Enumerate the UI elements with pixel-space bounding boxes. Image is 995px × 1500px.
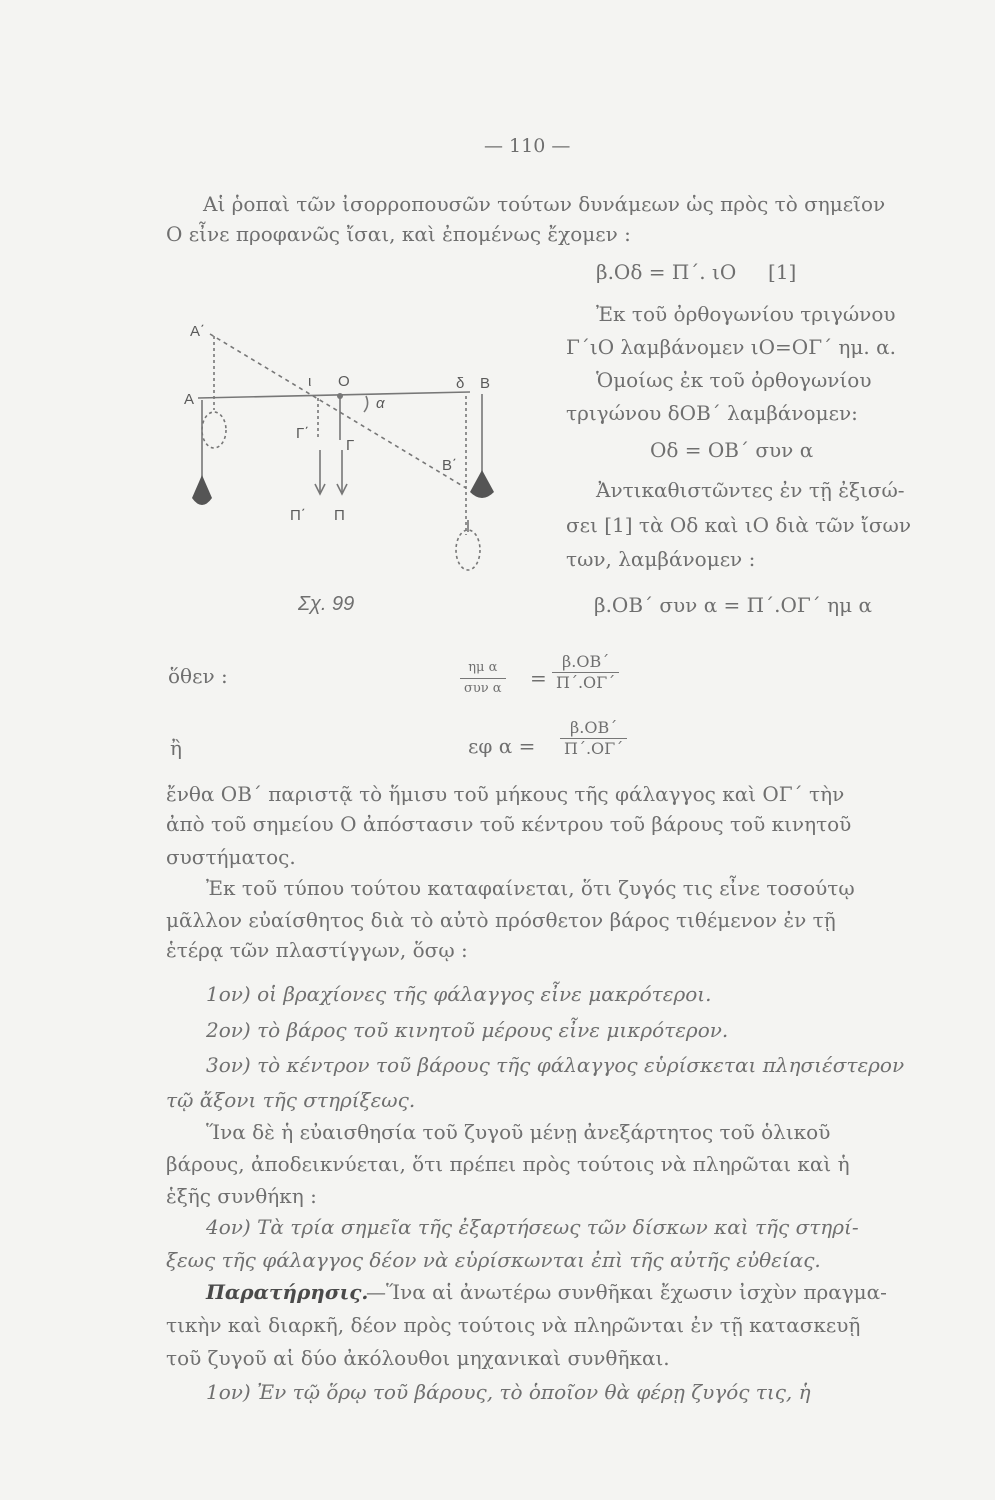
right-pan-dashed: [456, 530, 480, 570]
label-a-prime: Α΄: [190, 323, 205, 340]
label-a: Α: [184, 391, 195, 408]
text-line: ἔνθα ΟΒ΄ παριστᾷ τὸ ἥμισυ τοῦ μήκους τῆς φάλαγγος καὶ ΟΓ΄ τὴν: [166, 782, 845, 806]
text-line: των, λαμβάνομεν :: [566, 547, 756, 571]
fraction-numerator: ημ α: [460, 658, 506, 679]
fulcrum-point: [337, 393, 343, 399]
text-line: Ὁμοίως ἐκ τοῦ ὀρθογωνίου: [596, 368, 872, 392]
left-pan-weight: [192, 475, 212, 505]
tilted-beam-line: [210, 334, 466, 488]
text-line: —Ἵνα αἱ ἀνωτέρω συνθῆκαι ἔχωσιν ἰσχὺν πραγμα-: [366, 1280, 887, 1304]
label-p-prime: Π΄: [290, 507, 306, 524]
text-line: Ἀντικαθιστῶντες ἐν τῇ ἐξισώ-: [596, 478, 905, 502]
text-line: Ἐκ τοῦ ὀρθογωνίου τριγώνου: [596, 302, 896, 326]
or-label: ἢ: [170, 736, 182, 760]
label-o: Ο: [338, 373, 350, 390]
equation-3: β.ΟΒ΄ συν α = Π΄.ΟΓ΄ ημ α: [594, 593, 872, 617]
list-item-continuation: ξεως τῆς φάλαγγος δέον νὰ εὑρίσκωνται ἐπὶ τῆς αὐτῆς εὐθείας.: [166, 1248, 821, 1272]
text-line: σει [1] τὰ Οδ καὶ ιΟ διὰ τῶν ἴσων: [566, 513, 912, 537]
text-line: Ἐκ τοῦ τύπου τούτου καταφαίνεται, ὅτι ζυγός τις εἶνε τοσούτῳ: [206, 876, 855, 900]
equals-sign: =: [530, 666, 547, 690]
fraction-tan: [560, 718, 627, 759]
text-line: Αἱ ῥοπαὶ τῶν ἰσορροπουσῶν τούτων δυνάμεων ὡς πρὸς τὸ σημεῖον: [203, 192, 886, 216]
fraction-ratio: [552, 652, 619, 693]
label-delta: δ: [456, 375, 465, 392]
text-line: ἑξῆς συνθήκη :: [166, 1184, 317, 1208]
text-line: συστήματος.: [166, 845, 296, 869]
list-item: 2ον) τὸ βάρος τοῦ κινητοῦ μέρους εἶνε μικρότερον.: [206, 1018, 729, 1042]
label-b-prime: Β΄: [442, 457, 457, 474]
text-line: Ο εἶνε προφανῶς ἴσαι, καὶ ἐπομένως ἔχομεν :: [166, 222, 631, 246]
fraction-denominator: συν α: [464, 681, 502, 696]
fraction-numerator: β.ΟΒ΄: [560, 718, 627, 739]
observation-title: Παρατήρησις.: [206, 1280, 369, 1304]
list-item: 3ον) τὸ κέντρον τοῦ βάρους τῆς φάλαγγος εὑρίσκεται πλησιέστερον: [206, 1053, 905, 1077]
hothen-label: ὅθεν :: [168, 664, 228, 688]
left-pan-dashed: [202, 412, 226, 448]
text-line: τικὴν καὶ διαρκῆ, δέον πρὸς τούτοις νὰ πληρῶνται ἐν τῇ κατασκευῇ: [166, 1313, 861, 1337]
fraction-sin-cos: [460, 658, 506, 699]
list-item: 1ον) Ἐν τῷ ὅρῳ τοῦ βάρους, τὸ ὁποῖον θὰ φέρῃ ζυγός τις, ἡ: [206, 1380, 811, 1404]
label-g-prime: Γ΄: [296, 425, 310, 442]
label-i: ι: [308, 373, 312, 390]
angle-arc: [364, 396, 368, 412]
text-line: μᾶλλον εὐαίσθητος διὰ τὸ αὐτὸ πρόσθετον βάρος τιθέμενον ἐν τῇ: [166, 908, 836, 932]
equation-1: β.Οδ = Π΄. ιΟ [1]: [596, 260, 797, 284]
right-pan-weight: [470, 470, 494, 498]
text-line: τριγώνου δΟΒ΄ λαμβάνομεν:: [566, 401, 858, 425]
beam-line: [198, 392, 470, 398]
text-line: ἑτέρᾳ τῶν πλαστίγγων, ὅσῳ :: [166, 938, 468, 962]
text-line: Ἵνα δὲ ἡ εὐαισθησία τοῦ ζυγοῦ μένῃ ἀνεξάρτητος τοῦ ὁλικοῦ: [206, 1120, 831, 1144]
fraction-numerator: β.ΟΒ΄: [552, 652, 619, 673]
page-number: — 110 —: [484, 135, 571, 157]
fraction-denominator: Π΄.ΟΓ΄: [556, 673, 616, 692]
text-line: τοῦ ζυγοῦ αἱ δύο ἀκόλουθοι μηχανικαὶ συνθῆκαι.: [166, 1346, 670, 1370]
text-line: βάρους, ἀποδεικνύεται, ὅτι πρέπει πρὸς τούτοις νὰ πληρῶται καὶ ἡ: [166, 1152, 850, 1176]
list-item: 4ον) Τὰ τρία σημεῖα τῆς ἐξαρτήσεως τῶν δίσκων καὶ τῆς στηρί-: [206, 1215, 859, 1239]
label-g: Γ: [346, 437, 355, 454]
list-item-continuation: τῷ ἄξονι τῆς στηρίξεως.: [166, 1088, 416, 1112]
balance-figure: [170, 310, 510, 610]
equation-2: Οδ = ΟΒ΄ συν α: [650, 438, 814, 462]
tan-lhs: εφ α =: [468, 734, 536, 758]
label-b: Β: [480, 375, 491, 392]
list-item: 1ον) οἱ βραχίονες τῆς φάλαγγος εἶνε μακρότεροι.: [206, 982, 712, 1006]
label-p: Π: [334, 507, 345, 524]
text-line: Γ΄ιΟ λαμβάνομεν ιΟ=ΟΓ΄ ημ. α.: [566, 335, 896, 359]
fraction-denominator: Π΄.ΟΓ΄: [564, 739, 624, 758]
label-alpha: α: [376, 395, 385, 412]
figure-caption: Σχ. 99: [298, 593, 355, 615]
text-line: ἀπὸ τοῦ σημείου Ο ἀπόστασιν τοῦ κέντρου τοῦ βάρους τοῦ κινητοῦ: [166, 812, 852, 836]
